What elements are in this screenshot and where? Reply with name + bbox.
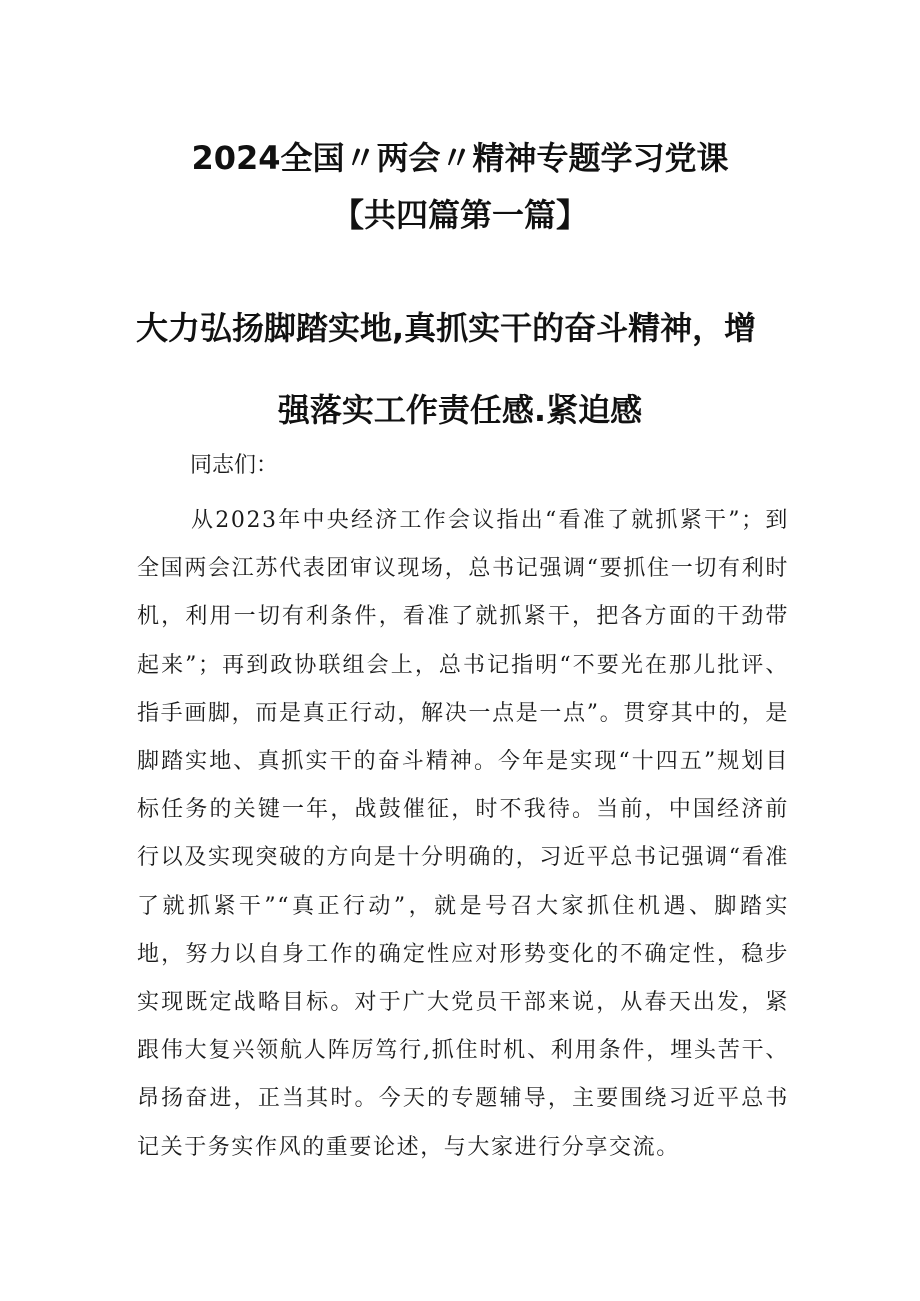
document-subtitle-line-2: 强落实工作责任感.紧迫感 [277, 391, 643, 429]
document-subtitle-line-1: 大力弘扬脚踏实地,真抓实干的奋斗精神，增 [136, 309, 757, 347]
document-title: 2024全国〃两会〃精神专题学习党课 [191, 139, 729, 177]
document-part-label: 【共四篇第一篇】 [331, 196, 588, 234]
salutation: 同志们： [190, 453, 279, 478]
body-paragraph: 从2023年中央经济工作会议指出“看准了就抓紧干”；到全国两会江苏代表团审议现场，总书记强调“要抓住一切有利时机，利用一切有利条件，看准了就抓紧干，把各方面的干劲带起来”；再到政协联组会上，总书记指明“不要光在那儿批评、指手画脚，而是真正行动，解决一点是一点”。贯穿其中的，是脚踏实地、真抓实干的奋斗精神。今年是实现“十四五”规划目标任务的关键一年，战鼓催征，时不我待。当前，中国经济前行以及实现突破的方向是十分明确的，习近平总书记强调“看准了就抓紧干”“真正行动”，就是号召大家抓住机遇、脚踏实地，努力以自身工作的确定性应对形势变化的不确定性，稳步实现既定战略目标。对于广大党员干部来说，从春天出发，紧跟伟大复兴领航人阵厉笃行,抓住时机、利用条件，埋头苦干、昂扬奋进，正当其时。今天的专题辅导，主要围绕习近平总书记关于务实作风的重要论述，与大家进行分享交流。 [137, 508, 789, 1160]
